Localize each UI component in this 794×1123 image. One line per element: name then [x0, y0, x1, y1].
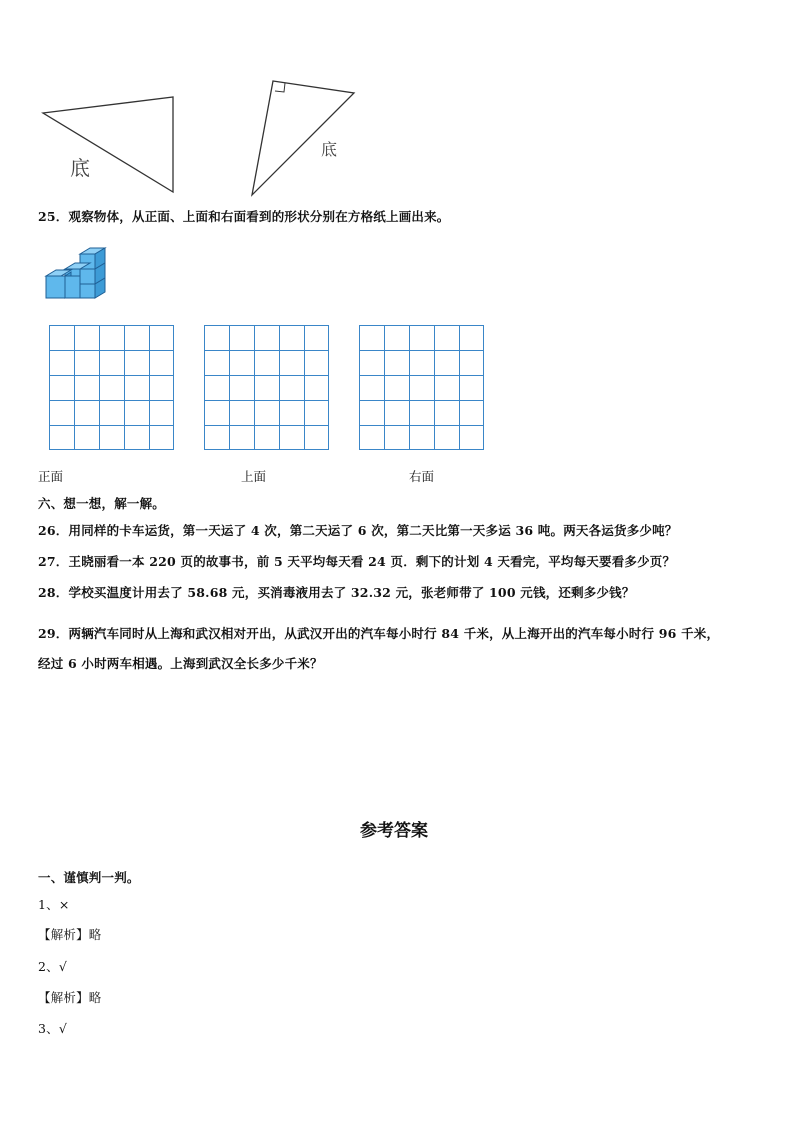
answer-1-number: 1、×	[38, 897, 70, 912]
answer-2-note: 【解析】略	[38, 990, 102, 1005]
triangle-right	[252, 81, 354, 195]
label-front: 正面	[38, 469, 64, 484]
question-27: 27．王晓丽看一本 220 页的故事书，前 5 天平均每天看 24 页．剩下的计划 4 天看完，平均每天要看多少页？	[38, 554, 676, 569]
question-25: 25．观察物体，从正面、上面和右面看到的形状分别在方格纸上画出来。	[38, 209, 450, 224]
answer-1-note: 【解析】略	[38, 927, 102, 942]
triangle-left-label: 底	[70, 156, 90, 180]
grid-front-view[interactable]	[49, 325, 174, 450]
right-angle-mark	[275, 83, 285, 92]
triangle-left	[43, 97, 173, 192]
question-26: 26．用同样的卡车运货，第一天运了 4 次，第二天运了 6 次，第二天比第一天多运 36 吨。两天各运货多少吨？	[38, 523, 678, 538]
answer-2-number: 2、√	[38, 959, 68, 974]
label-top: 上面	[241, 469, 267, 484]
grid-top-view[interactable]	[204, 325, 329, 450]
cube-stack-figure	[44, 246, 108, 308]
triangle-right-label: 底	[321, 140, 338, 159]
question-28: 28．学校买温度计用去了 58.68 元，买消毒液用去了 32.32 元，张老师带了 100 元钱，还剩多少钱？	[38, 585, 635, 600]
question-29-line2: 经过 6 小时两车相遇。上海到武汉全长多少千米？	[38, 656, 323, 671]
answer-3-number: 3、√	[38, 1021, 68, 1036]
triangle-figures	[0, 0, 794, 205]
label-right: 右面	[409, 469, 435, 484]
grid-right-view[interactable]	[359, 325, 484, 450]
section-6-heading: 六、想一想，解一解。	[38, 496, 166, 511]
question-29-line1: 29．两辆汽车同时从上海和武汉相对开出，从武汉开出的汽车每小时行 84 千米，从上海开出的汽车每小时行 96 千米，	[38, 626, 720, 641]
answers-title: 参考答案	[360, 821, 428, 841]
answers-section-1: 一、谨慎判一判。	[38, 870, 140, 885]
